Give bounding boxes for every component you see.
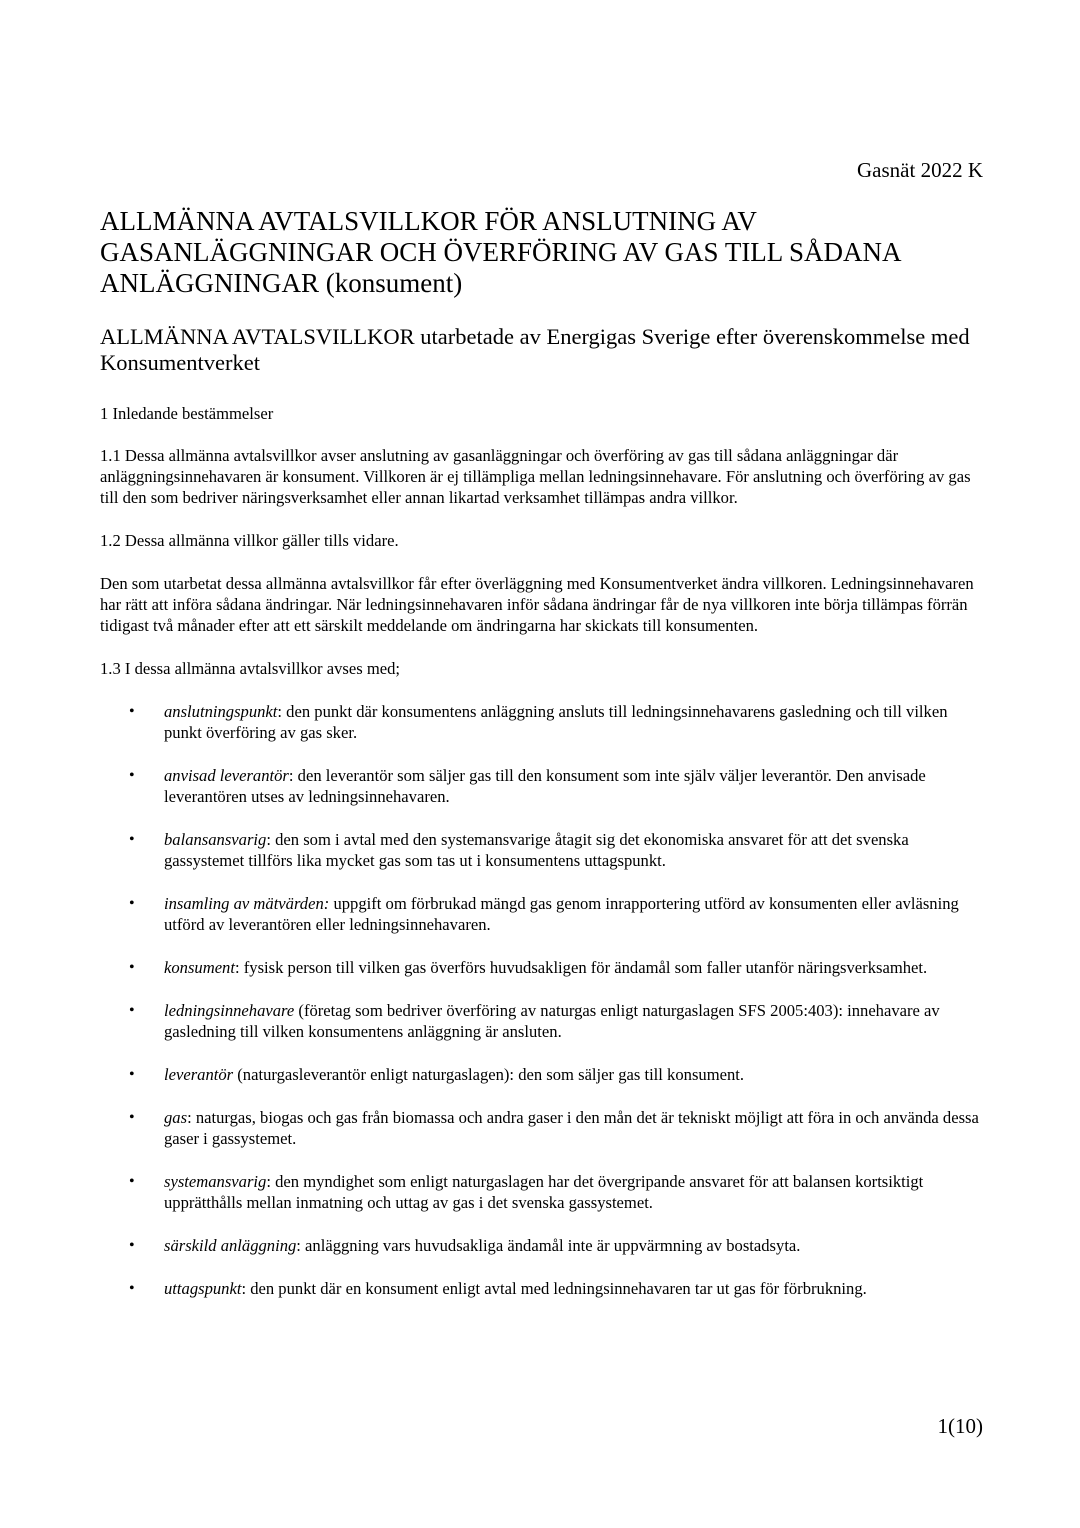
- definition-term: balansansvarig: [164, 830, 267, 849]
- definition-item: [100, 893, 980, 935]
- bullet-icon: •: [129, 1066, 135, 1083]
- definition-term: konsument: [164, 958, 235, 977]
- definitions-list: [100, 701, 980, 1299]
- definition-term: anslutningspunkt: [164, 702, 278, 721]
- definition-term: gas: [164, 1108, 188, 1127]
- bullet-icon: •: [129, 1237, 135, 1254]
- definition-text: : den myndighet som enligt naturgaslagen har det övergripande ansvaret för att balansen kortsiktigt upprätthålls mellan inmatning och uttag av gas i det svenska gassystemet.: [164, 1172, 924, 1212]
- definition-text: : fysisk person till vilken gas överförs huvudsakligen för ändamål som faller utanför näringsverksamhet.: [234, 958, 928, 977]
- definition-text: : den leverantör som säljer gas till den konsument som inte själv väljer leverantör. Den anvisade leverantören utses av ledningsinnehavaren.: [164, 766, 926, 806]
- bullet-icon: •: [129, 1280, 135, 1297]
- definition-item: [100, 957, 980, 978]
- bullet-icon: •: [129, 1002, 135, 1019]
- bullet-icon: •: [129, 1109, 135, 1126]
- document-code: Gasnät 2022 K: [857, 158, 983, 182]
- definition-item: [100, 1064, 980, 1085]
- definition-term: anvisad leverantör: [164, 766, 289, 785]
- definition-term: insamling av mätvärden:: [164, 894, 330, 913]
- document-subtitle: ALLMÄNNA AVTALSVILLKOR utarbetade av Energigas Sverige efter överenskommelse med Konsumentverket: [100, 324, 970, 375]
- definition-item: [100, 1278, 980, 1299]
- definition-text: : den som i avtal med den systemansvarige åtagit sig det ekonomiska ansvaret för att det svenska gassystemet tillförs lika mycket gas som tas ut i konsumentens uttagspunkt.: [164, 830, 909, 870]
- page-number: 1(10): [937, 1414, 983, 1438]
- definition-item: [100, 1235, 980, 1256]
- definition-text: (naturgasleverantör enligt naturgaslagen): den som säljer gas till konsument.: [233, 1065, 745, 1084]
- section-heading: 1 Inledande bestämmelser: [100, 404, 274, 423]
- document-body: [100, 403, 980, 1321]
- definition-term: systemansvarig: [164, 1172, 267, 1191]
- bullet-icon: •: [129, 831, 135, 848]
- definition-text: : den punkt där en konsument enligt avtal med ledningsinnehavaren tar ut gas för förbrukning.: [241, 1279, 867, 1298]
- paragraph-1-2-amendments: Den som utarbetat dessa allmänna avtalsvillkor får efter överläggning med Konsumentverket ändra villkoren. Ledningsinnehavaren har rätt att införa sådana ändringar. När ledningsinnehavaren inför sådana ändringar får de nya villkoren inte börja tillämpas förrän tidigast två månader efter att ett särskilt meddelande om ändringarna har skickats till konsumenten.: [100, 574, 974, 635]
- paragraph-1-3: 1.3 I dessa allmänna avtalsvillkor avses med;: [100, 659, 400, 678]
- document-title: ALLMÄNNA AVTALSVILLKOR FÖR ANSLUTNING AV GASANLÄGGNINGAR OCH ÖVERFÖRING AV GAS TILL SÅDANA ANLÄGGNINGAR (konsument): [100, 206, 901, 298]
- definition-item: [100, 701, 980, 743]
- bullet-icon: •: [129, 895, 135, 912]
- definition-term: leverantör: [164, 1065, 234, 1084]
- definition-text: (företag som bedriver överföring av naturgas enligt naturgaslagen SFS 2005:403): innehavare av gasledning till vilken konsumentens anläggning är ansluten.: [164, 1001, 940, 1041]
- paragraph-1-2: 1.2 Dessa allmänna villkor gäller tills vidare.: [100, 531, 399, 550]
- definition-term: uttagspunkt: [164, 1279, 242, 1298]
- definition-text: : anläggning vars huvudsakliga ändamål inte är uppvärmning av bostadsyta.: [296, 1236, 801, 1255]
- definition-text: : naturgas, biogas och gas från biomassa och andra gaser i den mån det är tekniskt möjligt att föra in och använda dessa gaser i gassystemet.: [164, 1108, 979, 1148]
- definition-item: [100, 1171, 980, 1213]
- definition-item: [100, 1107, 980, 1149]
- bullet-icon: •: [129, 959, 135, 976]
- definition-term: särskild anläggning: [164, 1236, 297, 1255]
- bullet-icon: •: [129, 1173, 135, 1190]
- definition-text: : den punkt där konsumentens anläggning ansluts till ledningsinnehavarens gasledning och till vilken punkt överföring av gas sker.: [164, 702, 948, 742]
- bullet-icon: •: [129, 767, 135, 784]
- definition-text: uppgift om förbrukad mängd gas genom inrapportering utförd av konsumenten eller avläsning utförd av leverantören eller ledningsinnehavaren.: [164, 894, 959, 934]
- definition-item: [100, 765, 980, 807]
- paragraph-1-1: 1.1 Dessa allmänna avtalsvillkor avser anslutning av gasanläggningar och överföring av gas till sådana anläggningar där anläggningsinnehavaren är konsument. Villkoren är ej tillämpliga mellan ledningsinnehavare. För anslutning och överföring av gas till den som bedriver näringsverksamhet eller annan likartad verksamhet tillämpas andra villkor.: [100, 446, 971, 507]
- definition-item: [100, 1000, 980, 1042]
- definition-term: ledningsinnehavare: [164, 1001, 295, 1020]
- definition-item: [100, 829, 980, 871]
- bullet-icon: •: [129, 703, 135, 720]
